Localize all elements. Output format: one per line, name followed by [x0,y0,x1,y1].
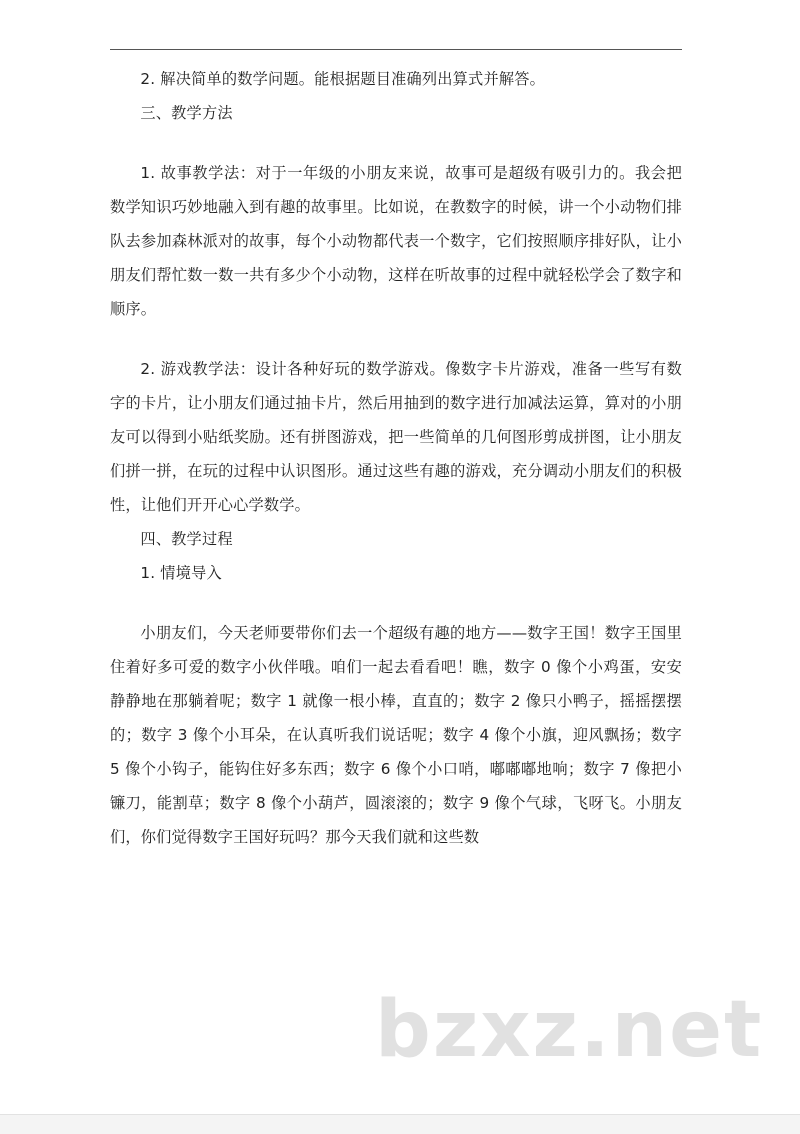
paragraph-game-method: 2. 游戏教学法：设计各种好玩的数学游戏。像数字卡片游戏，准备一些写有数字的卡片，让小朋友们通过抽卡片，然后用抽到的数字进行加减法运算，算对的小朋友可以得到小贴纸奖励。还有拼图游戏，把一些简单的几何图形剪成拼图，让小朋友们拼一拼，在玩的过程中认识图形。通过这些有趣的游戏，充分调动小朋友们的积极性，让他们开开心心学数学。 [110,360,682,514]
section-heading-teaching-methods: 三、教学方法 [140,104,233,122]
paragraph-story-method: 1. 故事教学法：对于一年级的小朋友来说，故事可是超级有吸引力的。我会把数学知识巧妙地融入到有趣的故事里。比如说，在教数字的时候，讲一个小动物们排队去参加森林派对的故事，每个小动物都代表一个数字，它们按照顺序排好队，让小朋友们帮忙数一数一共有多少个小动物，这样在听故事的过程中就轻松学会了数字和顺序。 [110,164,682,318]
section-heading-teaching-process: 四、教学过程 [140,530,233,548]
paragraph-objective-2: 2. 解决简单的数学问题。能根据题目准确列出算式并解答。 [140,70,545,88]
subheading-situation-intro: 1. 情境导入 [140,564,222,582]
header-rule [110,49,682,50]
document-body [110,62,682,854]
viewer-bottom-bar [0,1114,800,1134]
site-watermark: bzxz.net [375,985,764,1075]
paragraph-number-kingdom: 小朋友们，今天老师要带你们去一个超级有趣的地方——数字王国！数字王国里住着好多可爱的数字小伙伴哦。咱们一起去看看吧！瞧，数字 0 像个小鸡蛋，安安静静地在那躺着呢；数字 1 就像一根小棒，直直的；数字 2 像只小鸭子，摇摇摆摆的；数字 3 像个小耳朵，在认真听我们说话呢；数字 4 像个小旗，迎风飘扬；数字 5 像个小钩子，能钩住好多东西；数字 6 像个小口哨，嘟嘟嘟地响；数字 7 像把小镰刀，能割草；数字 8 像个小葫芦，圆滚滚的；数字 9 像个气球，飞呀飞。小朋友们，你们觉得数字王国好玩吗？那今天我们就和这些数 [110,624,682,846]
